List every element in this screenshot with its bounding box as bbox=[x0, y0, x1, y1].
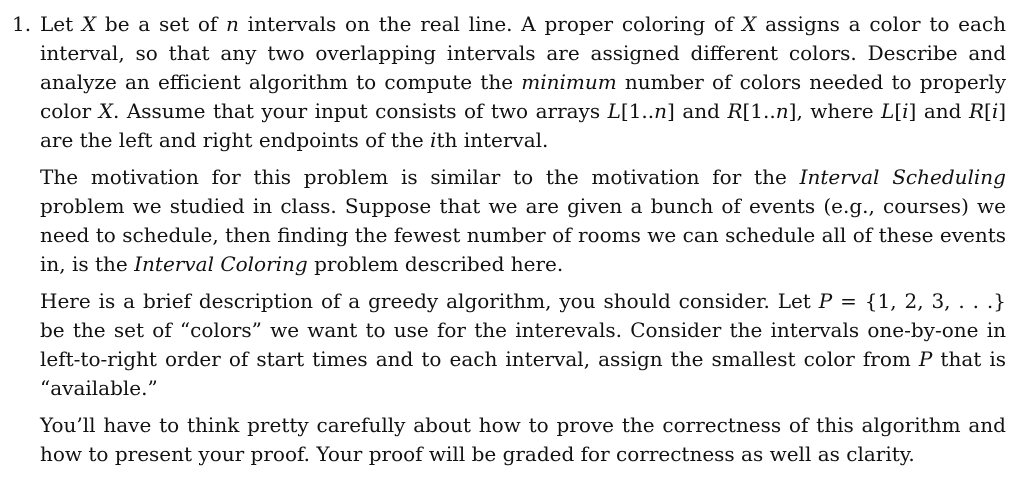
paragraph-problem-statement bbox=[40, 10, 1006, 155]
math-text: i bbox=[902, 99, 909, 123]
problem-1 bbox=[12, 10, 1006, 469]
text-run: th interval. bbox=[436, 128, 549, 152]
em-text: Interval Scheduling bbox=[799, 165, 1006, 189]
text-run: number of colors needed to properly color bbox=[40, 70, 1006, 123]
math-text: L bbox=[881, 99, 895, 123]
math-text: n bbox=[775, 99, 789, 123]
text-run: You’ll have to think pretty carefully about how to prove the correctness of this algorithm and how to present your proof. Your proof will be graded for correctness as well as clarity. bbox=[40, 413, 1006, 466]
cal-text: P bbox=[918, 347, 933, 371]
text-run: ] and bbox=[667, 99, 728, 123]
text-run: be a set of bbox=[96, 12, 227, 36]
em-text: Interval Coloring bbox=[134, 252, 308, 276]
text-run: . Assume that your input consists of two arrays bbox=[112, 99, 608, 123]
math-text: R bbox=[968, 99, 984, 123]
cal-text: P bbox=[818, 289, 833, 313]
text-run: [1.. bbox=[620, 99, 655, 123]
math-text: X bbox=[98, 99, 113, 123]
math-text: X bbox=[742, 12, 757, 36]
paragraph-greedy-hint bbox=[40, 287, 1006, 403]
problem-body bbox=[40, 10, 1006, 469]
math-text: i bbox=[991, 99, 999, 123]
text-run: problem we studied in class. Suppose that we are given a bunch of events (e.g., courses) we need to schedule, then finding the fewest number of rooms we can schedule all of these events in, is the bbox=[40, 194, 1006, 276]
text-run: problem described here. bbox=[307, 252, 564, 276]
problem-number: 1. bbox=[12, 12, 32, 36]
text-run: = {1, 2, 3, . . .} be the set of “colors” we want to use for the interevals. Consider the intervals one-by-one in left-to-right order of start times and to each interval, assign the smallest color from bbox=[40, 289, 1006, 371]
text-run: The motivation for this problem is similar to the motivation for the bbox=[40, 165, 800, 189]
text-run: assigns a color to each interval, so that any two overlapping intervals are assigned different colors. Describe and analyze an efficient algorithm to compute the bbox=[40, 12, 1006, 94]
text-run: ] and bbox=[908, 99, 969, 123]
text-run: that is “available.” bbox=[40, 347, 1006, 400]
text-run: [ bbox=[894, 99, 903, 123]
text-run: Let bbox=[40, 12, 82, 36]
paragraph-proof-note bbox=[40, 411, 1006, 469]
math-text: i bbox=[430, 128, 437, 152]
math-text: n bbox=[226, 12, 239, 36]
text-run: [1.. bbox=[742, 99, 776, 123]
math-text: X bbox=[81, 12, 97, 36]
text-run: ] are the left and right endpoints of the bbox=[40, 99, 1007, 152]
text-run: ], where bbox=[788, 99, 882, 123]
math-text: R bbox=[727, 99, 743, 123]
text-run: intervals on the real line. A proper coloring of bbox=[238, 12, 743, 36]
math-text: L bbox=[607, 99, 621, 123]
em-text: minimum bbox=[521, 70, 617, 94]
math-text: n bbox=[654, 99, 668, 123]
text-run: Here is a brief description of a greedy algorithm, you should consider. Let bbox=[40, 289, 819, 313]
paragraph-motivation bbox=[40, 163, 1006, 279]
text-run: [ bbox=[984, 99, 992, 123]
